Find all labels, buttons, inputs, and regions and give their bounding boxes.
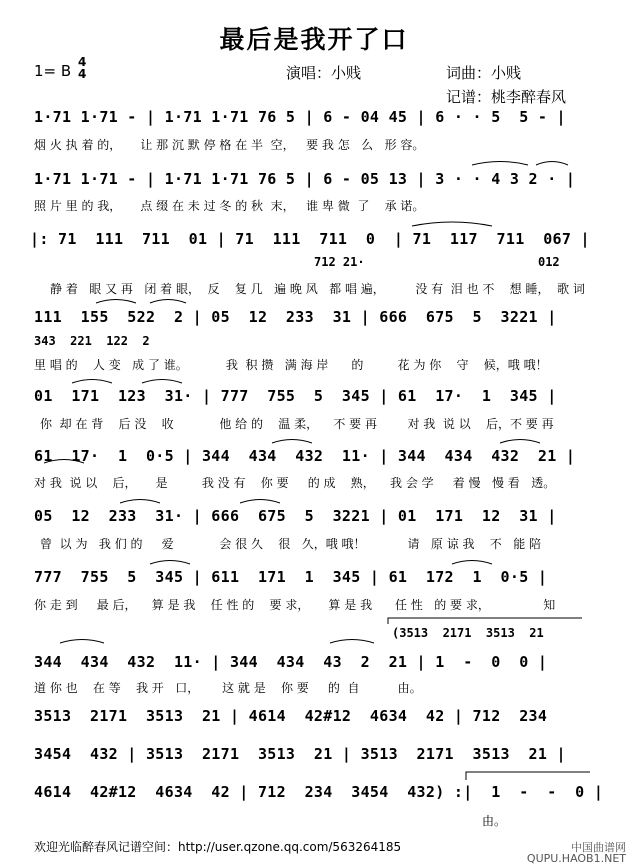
ending-bracket-1	[388, 618, 582, 624]
lyric-line-9: 道 你 也 在 等 我 开 口， 这 就 是 你 要 的 自 由。	[34, 681, 422, 695]
slur-mark	[142, 380, 182, 384]
lyric-line-1: 烟 火 执 着 的， 让 那 沉 默 停 格 在 半 空， 要 我 怎 么 形 容。	[34, 138, 425, 152]
lyric-line-6: 对 我 说 以 后， 是 我 没 有 你 要 的 成 熟， 我 会 学 着 慢 慢 看 透。	[34, 476, 556, 490]
lyric-line-12: 由。	[482, 814, 507, 828]
notation-line-11: 3454 432 | 3513 2171 3513 21 | 3513 2171 3513 21 |	[34, 745, 566, 763]
slur-mark	[60, 640, 104, 644]
notation-line-1: 1·71 1·71 - | 1·71 1·71 76 5 | 6 - 04 45 | 6 · · 5 5 - |	[34, 108, 566, 126]
footer-text: 欢迎光临醉春风记谱空间：http://user.qzone.qq.com/563264185	[34, 840, 402, 854]
slur-mark	[150, 300, 186, 304]
notation-line-5: 01 171 123 31· | 777 755 5 345 | 61 17· 1 345 |	[34, 387, 557, 405]
slur-mark	[472, 162, 528, 166]
slur-mark	[272, 440, 312, 444]
alt-notation-line-9: (3513 2171 3513 21	[392, 626, 544, 640]
notation-line-3: |: 71 111 711 01 | 71 111 711 0 | 71 117 711 067 |	[30, 230, 590, 248]
time-signature-bottom: 4	[78, 67, 87, 81]
key-signature: 1= B	[34, 62, 72, 80]
time-signature-top: 4	[78, 55, 87, 69]
notation-line-8: 777 755 5 345 | 611 171 1 345 | 61 172 1 0·5 |	[34, 568, 548, 586]
notation-line-2: 1·71 1·71 - | 1·71 1·71 76 5 | 6 - 05 13 | 3 · · 4 3 2 · |	[34, 170, 576, 188]
singer-credit: 演唱：小贱	[286, 64, 362, 82]
notation-line-9: 344 434 432 11· | 344 434 43 2 21 | 1 - 0 0 |	[34, 653, 548, 671]
transcriber-credit: 记谱：桃李醉春风	[446, 88, 567, 106]
slur-mark	[44, 460, 84, 464]
slur-mark	[536, 162, 568, 166]
lyric-line-4: 里 唱 的 人 变 成 了 谁。 我 积 攒 满 海 岸 的 花 为 你 守 候，哦 哦！	[34, 358, 548, 372]
slur-mark	[330, 640, 374, 644]
alt-notation-line-4: 343 221 122 2	[34, 334, 150, 348]
slur-mark	[500, 440, 540, 444]
notation-line-12: 4614 42#12 4634 42 | 712 234 3454 432) :| 1 - - 0 |	[34, 783, 604, 801]
song-title: 最后是我开了口	[219, 25, 409, 54]
slur-mark	[150, 561, 190, 565]
lyric-line-2: 照 片 里 的 我， 点 缀 在 未 过 冬 的 秋 末， 谁 卑 微 了 承 诺。	[34, 199, 425, 213]
lyric-line-3: 静 着 眼 又 再 闭 着 眼， 反 复 几 遍 晚 风 都 唱 遍， 没 有 泪 也 不 想 睡， 歌 词	[50, 282, 585, 296]
notation-line-6: 61 17· 1 0·5 | 344 434 432 11· | 344 434 432 21 |	[34, 447, 576, 465]
slur-mark	[452, 561, 492, 565]
lyric-line-8: 你 走 到 最 后， 算 是 我 任 性 的 要 求， 算 是 我 任 性 的 要 求， 知	[34, 598, 556, 612]
slur-mark	[120, 500, 160, 504]
slur-mark	[240, 500, 280, 504]
slur-mark	[96, 300, 136, 304]
composer-credit: 词曲：小贱	[446, 64, 522, 82]
slur-mark	[72, 380, 112, 384]
alt-notation-line-3: 712 21· 012	[314, 255, 560, 269]
ending-bracket-2	[466, 772, 590, 780]
lyric-line-5: 你 却 在 背 后 没 收 他 给 的 温 柔， 不 要 再 对 我 说 以 后，不 要 再	[40, 417, 554, 431]
lyric-line-7: 曾 以 为 我 们 的 爱 会 很 久 很 久，哦 哦！ 请 原 谅 我 不 能 陪	[40, 537, 542, 551]
notation-line-7: 05 12 233 31· | 666 675 5 3221 | 01 171 12 31 |	[34, 507, 557, 525]
watermark: 中国曲谱网 QUPU.HAOB1.NET	[526, 841, 626, 865]
notation-line-4: 111 155 522 2 | 05 12 233 31 | 666 675 5 3221 |	[34, 308, 557, 326]
notation-line-10: 3513 2171 3513 21 | 4614 42#12 4634 42 | 712 234	[34, 707, 548, 725]
slur-mark	[412, 222, 492, 226]
